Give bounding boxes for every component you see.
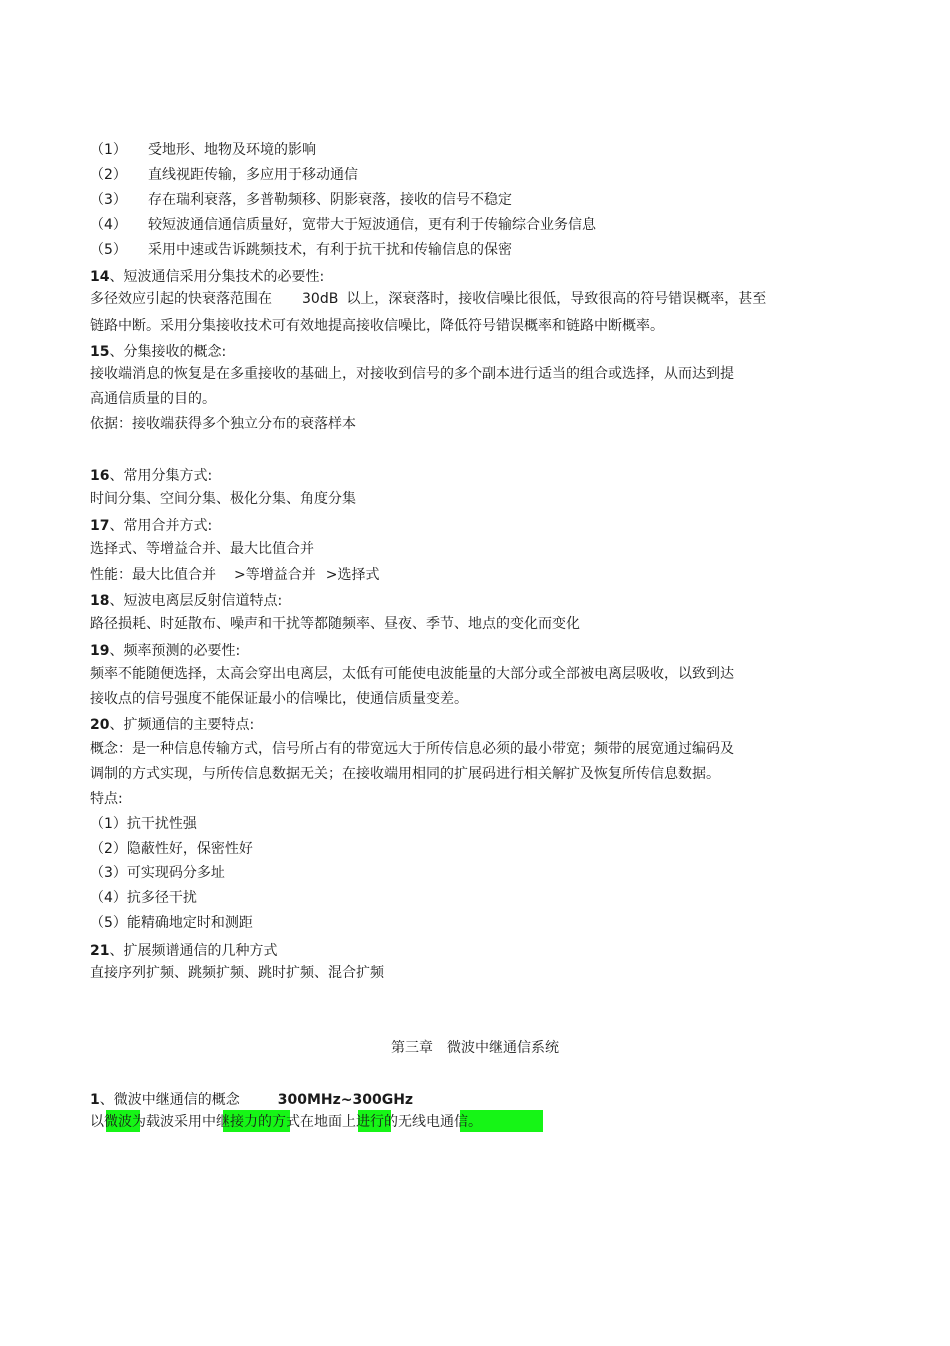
paragraph-line: 选择式、等增益合并、最大比值合并 [90, 541, 314, 557]
paragraph-line: 频率不能随便选择，太高会穿出电离层，太低有可能使电波能量的大部分或全部被电离层吸收，以致到达 [90, 666, 734, 682]
list-item: （4）抗多径干扰 [90, 890, 197, 906]
chapter-title: 第三章 微波中继通信系统 [391, 1040, 559, 1056]
paragraph-line: 高通信质量的目的。 [90, 391, 216, 407]
paragraph-line: 调制的方式实现，与所传信息数据无关；在接收端用相同的扩展码进行相关解扩及恢复所传信息数据。 [90, 766, 720, 782]
paragraph-line: 时间分集、空间分集、极化分集、角度分集 [90, 491, 356, 507]
paragraph-line: 依据：接收端获得多个独立分布的衰落样本 [90, 416, 356, 432]
paragraph-line: 以微波为载波采用中继接力的方式在地面上进行的无线电通信。 [90, 1114, 482, 1130]
paragraph-line: 接收端消息的恢复是在多重接收的基础上，对接收到信号的多个副本进行适当的组合或选择，从而达到提 [90, 366, 734, 382]
section-heading-21: 21、扩展频谱通信的几种方式 [90, 943, 278, 959]
list-item: （5） 采用中速或告诉跳频技术，有利于抗干扰和传输信息的保密 [90, 242, 512, 258]
section-heading-19: 19、频率预测的必要性: [90, 643, 241, 659]
list-item: （4） 较短波通信通信质量好，宽带大于短波通信，更有利于传输综合业务信息 [90, 217, 596, 233]
paragraph-line: 特点: [90, 791, 123, 807]
list-item: （5）能精确地定时和测距 [90, 915, 253, 931]
list-item: （1）抗干扰性强 [90, 816, 197, 832]
paragraph-line: 多径效应引起的快衰落范围在 30dB 以上，深衰落时，接收信噪比很低，导致很高的符号错误概率，甚至 [90, 291, 767, 307]
paragraph-line: 概念：是一种信息传输方式，信号所占有的带宽远大于所传信息必须的最小带宽；频带的展宽通过编码及 [90, 741, 734, 757]
section-heading-17: 17、常用合并方式: [90, 518, 213, 534]
list-item: （1） 受地形、地物及环境的影响 [90, 142, 316, 158]
paragraph-line: 路径损耗、时延散布、噪声和干扰等都随频率、昼夜、季节、地点的变化而变化 [90, 616, 580, 632]
section-heading-1: 1、微波中继通信的概念 300MHz~300GHz [90, 1092, 414, 1108]
paragraph-line: 接收点的信号强度不能保证最小的信噪比，使通信质量变差。 [90, 691, 468, 707]
paragraph-line: 直接序列扩频、跳频扩频、跳时扩频、混合扩频 [90, 965, 384, 981]
list-item: （2）隐蔽性好，保密性好 [90, 841, 253, 857]
paragraph-line: 性能：最大比值合并 >等增益合并 >选择式 [90, 567, 380, 583]
section-heading-16: 16、常用分集方式: [90, 468, 213, 484]
list-item: （3） 存在瑞利衰落，多普勒频移、阴影衰落，接收的信号不稳定 [90, 192, 512, 208]
list-item: （3）可实现码分多址 [90, 865, 225, 881]
paragraph-line: 链路中断。采用分集接收技术可有效地提高接收信噪比，降低符号错误概率和链路中断概率。 [90, 318, 664, 334]
section-heading-20: 20、扩频通信的主要特点: [90, 717, 255, 733]
section-heading-15: 15、分集接收的概念: [90, 344, 227, 360]
section-heading-14: 14、短波通信采用分集技术的必要性: [90, 269, 325, 285]
section-heading-18: 18、短波电离层反射信道特点: [90, 593, 283, 609]
list-item: （2） 直线视距传输，多应用于移动通信 [90, 167, 358, 183]
